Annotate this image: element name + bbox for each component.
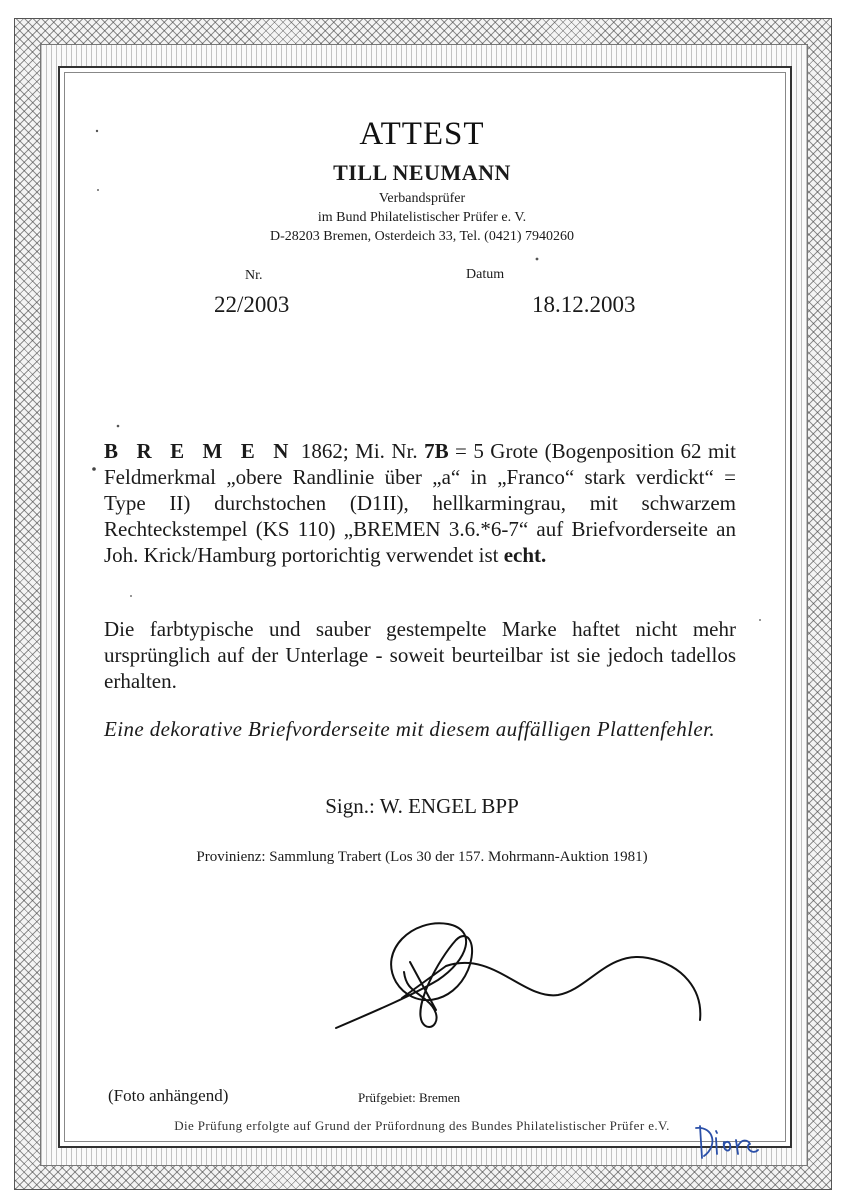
signature-attribution: Sign.: W. ENGEL BPP [325,794,519,818]
date-label: Datum [466,267,505,282]
certificate-number: 22/2003 [214,292,290,317]
examiner-association: im Bund Philatelistischer Prüfer e. V. [317,210,527,225]
catalogue-number: 7B [424,439,449,463]
verdict-genuine: echt. [503,543,547,567]
description-text-b: = 5 Grote (Bogenposition 62 mit Feldmerkmal „obere Randlinie über „a“ in „Franco“ stark verdickt“ = Type II) durchstochen (D1II), hellkarmingrau, mit schwarzem Rechteckstempel (KS 110) „BREMEN 3.6.*6-7“ auf Briefvorderseite an Joh. Krick/Hamburg portorichtig verwendet ist [104,439,736,567]
photo-attached-note: (Foto anhängend) [108,1086,229,1105]
examination-rules-footer: Die Prüfung erfolgte auf Grund der Prüfordnung des Bundes Philatelistischer Prüfer e.V. [174,1118,670,1133]
remark-paragraph: Eine dekorative Briefvorderseite mit diesem auffälligen Plattenfehler. [104,717,715,741]
examiner-name: TILL NEUMANN [333,160,511,185]
number-label: Nr. [245,268,263,283]
examiner-role: Verbandsprüfer [378,191,466,206]
stamp-issue-name: B R E M E N [104,439,295,463]
certificate-title: ATTEST [359,116,485,152]
certificate-date: 18.12.2003 [532,292,636,317]
examiner-address: D-28203 Bremen, Osterdeich 33, Tel. (0421) 7940260 [270,229,574,244]
provenance-line: Provinienz: Sammlung Trabert (Los 30 der 157. Mohrmann-Auktion 1981) [196,849,648,865]
description-text-a: 1862; Mi. Nr. [294,439,425,463]
condition-paragraph: Die farbtypische und sauber gestempelte Marke haftet nicht mehr ursprünglich auf der Unterlage - soweit beurteilbar ist sie jedoch tadellos erhalten. [104,617,736,693]
examination-area: Prüfgebiet: Bremen [358,1090,461,1105]
